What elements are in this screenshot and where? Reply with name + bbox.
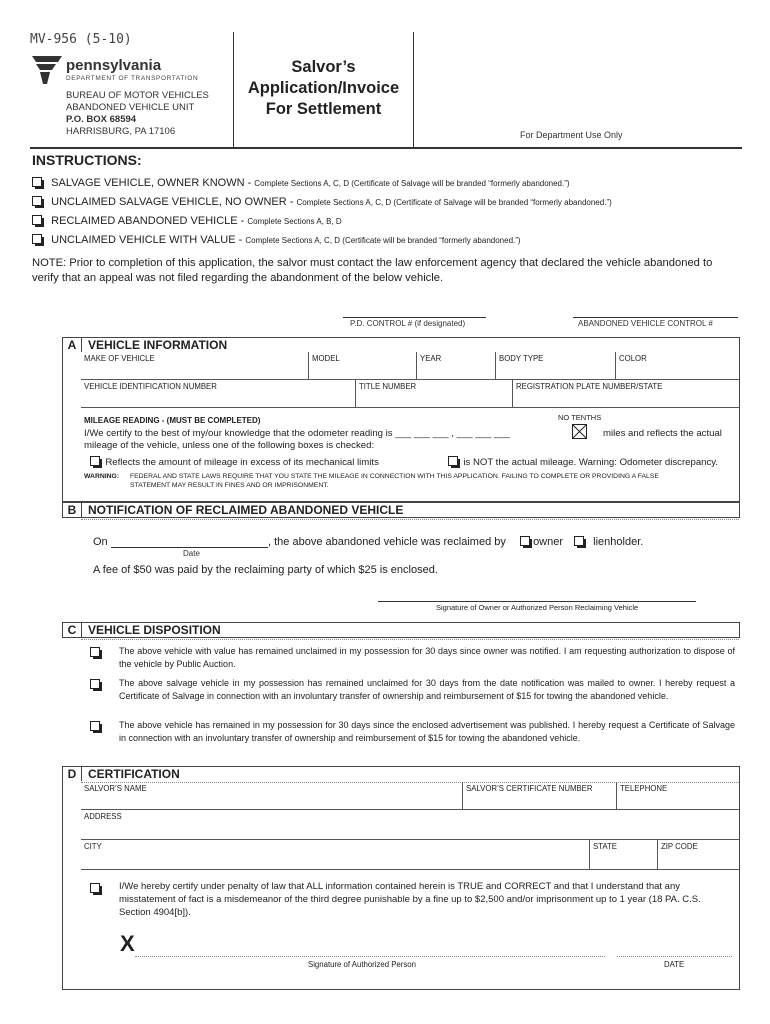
make-field[interactable]: MAKE OF VEHICLE: [81, 352, 309, 380]
instructions-heading: INSTRUCTIONS:: [32, 152, 142, 168]
mileage-option-2: is NOT the actual mileage. Warning: Odometer discrepancy.: [448, 456, 718, 468]
checkbox[interactable]: [90, 647, 100, 657]
no-tenths-label: NO TENTHS: [558, 413, 602, 422]
certify-line-2: miles and reflects the actual: [603, 428, 722, 439]
section-b-title: NOTIFICATION OF RECLAIMED ABANDONED VEHICLE: [88, 503, 404, 517]
warning-text-2: STATEMENT MAY RESULT IN FINES AND OR IMPRISONMENT.: [130, 482, 329, 489]
form-id: MV-956 (5-10): [30, 32, 132, 47]
instruction-item: SALVAGE VEHICLE, OWNER KNOWN - Complete Sections A, C, D (Certificate of Salvage will be branded “formerly abandoned.”): [32, 174, 612, 193]
section-a-title: VEHICLE INFORMATION: [88, 338, 228, 352]
certify-line-1: I/We certify to the best of my/our knowledge that the odometer reading is ___ ___ ___ , ___ ___ ___: [84, 428, 510, 439]
av-control-label: ABANDONED VEHICLE CONTROL #: [578, 319, 713, 328]
penndot-logo: [30, 54, 64, 86]
checkbox[interactable]: [90, 883, 100, 893]
mileage-option-1: Reflects the amount of mileage in excess of its mechanical limits: [90, 456, 379, 468]
reclaimed-text: , the above abandoned vehicle was reclaimed by: [268, 536, 506, 548]
instruction-item: UNCLAIMED SALVAGE VEHICLE, NO OWNER - Complete Sections A, C, D (Certificate of Salvage will be branded “formerly abandoned.”): [32, 193, 612, 212]
title-number-field[interactable]: TITLE NUMBER: [356, 380, 513, 408]
page-title: Salvor’s Application/Invoice For Settlement: [247, 58, 400, 118]
section-d-letter: D: [63, 767, 82, 781]
owner-option: owner: [520, 536, 563, 548]
disposition-text: The above vehicle with value has remained unclaimed in my possession for 30 days since owner was notified. I am requesting authorization to dispose of the vehicle by Public Auction.: [119, 646, 735, 669]
reclaim-date-input[interactable]: [111, 547, 268, 548]
state-name: pennsylvania: [66, 57, 162, 74]
unit-name: ABANDONED VEHICLE UNIT: [66, 102, 195, 113]
vin-field[interactable]: VEHICLE IDENTIFICATION NUMBER: [81, 380, 356, 408]
section-c-title: VEHICLE DISPOSITION: [88, 623, 221, 637]
reclaim-signature-line[interactable]: [378, 601, 696, 602]
checkbox[interactable]: [32, 215, 42, 225]
checkbox[interactable]: [520, 536, 530, 546]
fee-text: A fee of $50 was paid by the reclaiming party of which $25 is enclosed.: [93, 564, 438, 576]
disposition-item: [90, 643, 100, 661]
year-field[interactable]: YEAR: [417, 352, 496, 380]
authorized-signature-caption: Signature of Authorized Person: [308, 960, 416, 969]
pd-control-label: P.D. CONTROL # (if designated): [350, 319, 466, 328]
note-text: NOTE: Prior to completion of this application, the salvor must contact the law enforcement agency that declared the vehicle abandoned to verify that an appeal was not filed regarding the abandonment of the below vehicle.: [32, 257, 713, 284]
cross-icon: [573, 425, 586, 438]
signature-date-caption: DATE: [664, 960, 685, 969]
mileage-heading: MILEAGE READING - (MUST BE COMPLETED): [84, 416, 261, 425]
dept-use-label: For Department Use Only: [520, 130, 623, 140]
telephone-field[interactable]: TELEPHONE: [617, 782, 739, 810]
warning-text-1: FEDERAL AND STATE LAWS REQUIRE THAT YOU STATE THE MILEAGE IN CONNECTION WITH THIS APPLICATION. FAILING TO COMPLETE OR PROVIDING A FALSE: [130, 473, 659, 480]
disposition-text: The above salvage vehicle in my possession has remained unclaimed for 30 days from the date notification was mailed to owner. I hereby request a Certificate of Salvage in connection with an involuntary transfer of ownership and reimbursement of $15 for towing the abandoned vehicle.: [119, 678, 735, 701]
signature-date-line[interactable]: [617, 956, 732, 957]
zip-field[interactable]: ZIP CODE: [658, 840, 739, 870]
checkbox[interactable]: [32, 196, 42, 206]
checkbox[interactable]: [90, 456, 100, 466]
section-c-letter: C: [63, 623, 82, 637]
city-field[interactable]: CITY: [81, 840, 590, 870]
plate-field[interactable]: REGISTRATION PLATE NUMBER/STATE: [513, 380, 739, 408]
on-label: On: [93, 536, 108, 548]
checkbox[interactable]: [32, 234, 42, 244]
certification-statement: I/We hereby certify under penalty of law that ALL information contained herein is TRUE and CORRECT and that I understand that any misstatement of fact is a misdemeanor of the third degree punishable by a fine up to $2,500 and/or imprisonment up to 1 year (18 PA. C.S. Section 4904[b]).: [119, 881, 701, 918]
section-b-letter: B: [63, 503, 82, 517]
keystone-icon: [30, 54, 64, 86]
color-field[interactable]: COLOR: [616, 352, 739, 380]
disposition-text: The above vehicle has remained in my possession for 30 days since the enclosed advertisement was published. I hereby request a Certificate of Salvage in connection with an involuntary transfer of ownership and reimbursement of $15 for towing the abandoned vehicle.: [119, 720, 735, 743]
certification-item: [90, 879, 100, 897]
instruction-item: RECLAIMED ABANDONED VEHICLE - Complete Sections A, B, D: [32, 212, 612, 231]
disposition-item: [90, 717, 100, 735]
warning-label: WARNING:: [84, 473, 120, 480]
checkbox[interactable]: [90, 679, 100, 689]
checkbox[interactable]: [90, 721, 100, 731]
model-field[interactable]: MODEL: [309, 352, 417, 380]
no-tenths-box[interactable]: [572, 424, 587, 439]
certify-line-3: mileage of the vehicle, unless one of the following boxes is checked:: [84, 440, 375, 451]
checkbox[interactable]: [32, 177, 42, 187]
reclaim-signature-caption: Signature of Owner or Authorized Person Reclaiming Vehicle: [436, 603, 639, 612]
salvor-name-field[interactable]: SALVOR’S NAME: [81, 782, 463, 810]
po-box: P.O. BOX 68594: [66, 114, 137, 125]
section-d-title: CERTIFICATION: [88, 767, 180, 781]
department-name: DEPARTMENT OF TRANSPORTATION: [66, 75, 199, 82]
city-address: HARRISBURG, PA 17106: [66, 126, 176, 137]
body-type-field[interactable]: BODY TYPE: [496, 352, 616, 380]
x-mark: X: [120, 931, 135, 956]
lienholder-option: lienholder.: [574, 536, 643, 548]
address-field[interactable]: ADDRESS: [81, 810, 739, 840]
date-caption: Date: [183, 549, 200, 558]
section-a-letter: A: [63, 338, 82, 352]
authorized-signature-line[interactable]: [135, 956, 605, 957]
checkbox[interactable]: [448, 456, 458, 466]
state-field[interactable]: STATE: [590, 840, 658, 870]
checkbox[interactable]: [574, 536, 584, 546]
instruction-item: UNCLAIMED VEHICLE WITH VALUE - Complete Sections A, C, D (Certificate will be branded “formerly abandoned.”): [32, 231, 612, 250]
salvor-cert-field[interactable]: SALVOR’S CERTIFICATE NUMBER: [463, 782, 617, 810]
disposition-item: [90, 675, 100, 693]
bureau-name: BUREAU OF MOTOR VEHICLES: [66, 90, 209, 101]
